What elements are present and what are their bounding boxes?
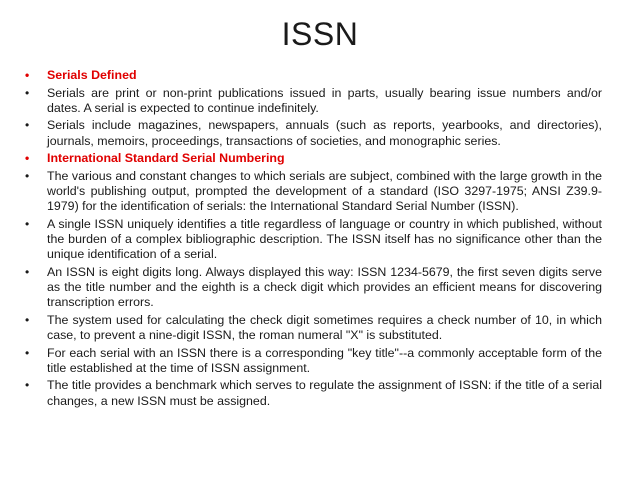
bullet-item	[22, 378, 602, 408]
bullet-text: The system used for calculating the check digit sometimes requires a check number of 10, in which case, to prevent a nine-digit ISSN, the roman numeral "X" is substituted.	[47, 312, 602, 342]
bullet-text: The title provides a benchmark which serves to regulate the assignment of ISSN: if the title of a serial changes, a new ISSN must be assigned.	[47, 378, 602, 408]
bullet-text: International Standard Serial Numbering	[47, 151, 285, 166]
bullet-icon: •	[25, 151, 30, 166]
bullet-item	[22, 346, 602, 376]
bullet-icon: •	[25, 85, 30, 100]
bullet-text: The various and constant changes to which serials are subject, combined with the large growth in the world's publishing output, prompted the development of a standard (ISO 3297-1975; ANSI Z39.9-1979) for the identification of serials: the International Standard Serial Number (ISSN).	[47, 168, 602, 214]
bullet-icon: •	[25, 345, 30, 360]
bullet-icon: •	[25, 378, 30, 393]
bullet-text: An ISSN is eight digits long. Always displayed this way: ISSN 1234-5679, the first seven digits serve as the title number and the eighth is a check digit which provides an efficient means for discovering transcription errors.	[47, 264, 602, 310]
bullet-icon: •	[25, 312, 30, 327]
bullet-item	[22, 217, 602, 263]
bullet-item	[22, 118, 602, 148]
bullet-icon: •	[25, 264, 30, 279]
bullet-text: Serials include magazines, newspapers, annuals (such as reports, yearbooks, and directories), journals, memoirs, proceedings, transactions of societies, and monographic series.	[47, 118, 602, 148]
bullet-text: Serials are print or non-print publications issued in parts, usually bearing issue numbers and/or dates. A serial is expected to continue indefinitely.	[47, 85, 602, 115]
bullet-icon: •	[25, 216, 30, 231]
bullet-item	[22, 265, 602, 311]
bullet-icon: •	[25, 68, 30, 82]
bullet-item	[22, 86, 602, 116]
bullet-heading-serials-defined	[22, 68, 602, 83]
bullet-text: For each serial with an ISSN there is a corresponding "key title"--a commonly acceptable form of the title established at the time of ISSN assignment.	[47, 345, 602, 375]
bullet-item	[22, 313, 602, 343]
bullet-item	[22, 169, 602, 215]
bullet-text: A single ISSN uniquely identifies a title regardless of language or country in which published, without the burden of a complex bibliographic description. The ISSN itself has no significance other than the unique identification of a serial.	[47, 216, 602, 262]
bullet-icon: •	[25, 118, 30, 133]
bullet-text: Serials Defined	[47, 68, 137, 82]
bullet-list	[22, 68, 602, 411]
bullet-icon: •	[25, 168, 30, 183]
slide-title: ISSN	[281, 16, 359, 52]
bullet-heading-issn-numbering	[22, 151, 602, 166]
